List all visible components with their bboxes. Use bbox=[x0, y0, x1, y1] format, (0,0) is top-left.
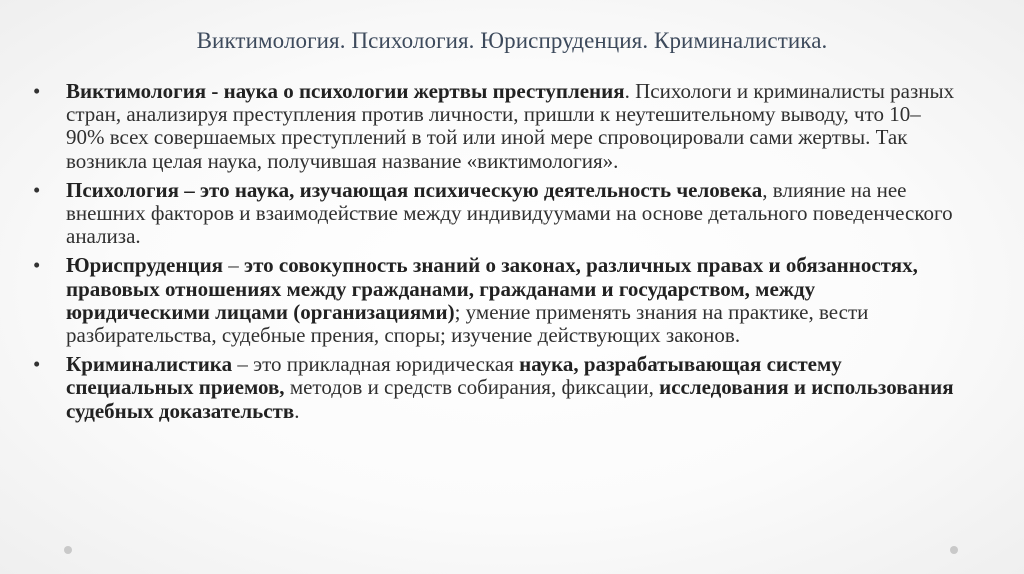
bullet-text: . bbox=[294, 398, 300, 423]
bullet-text: . Психологи и криминалисты разных стран, анализируя преступления против личности, пришли к неутешительному выводу, что 10–90% всех совершаемых преступлений в той или иной мере спровоцировали сами жертвы. Так возникла целая наука, получившая название «виктимология». bbox=[66, 79, 955, 173]
bullet-term: Психология – это наука, изучающая психическую деятельность человека bbox=[66, 177, 763, 202]
bullet-text: – это прикладная юридическая bbox=[232, 352, 520, 377]
bullet-list bbox=[33, 80, 958, 429]
bullet-text: , влияние на нее внешних факторов и взаимодействие между индивидуумами на основе детального поведенческого анализа. bbox=[66, 177, 953, 249]
bullet-criminalistics bbox=[33, 353, 958, 423]
corner-dot-right bbox=[950, 546, 958, 554]
bullet-term: Виктимология - наука о психологии жертвы преступления bbox=[66, 79, 625, 103]
slide-title: Виктимология. Психология. Юриспруденция. Криминалистика. bbox=[196, 28, 828, 53]
bullet-term: Криминалистика bbox=[66, 352, 233, 377]
bullet-text: методов и средств собирания, фиксации, bbox=[284, 375, 660, 400]
bullet-definition: это совокупность знаний о законах, различных правах и обязанностях, правовых отношениях между гражданами, гражданами и государством, между юридическими лицами (организациями) bbox=[66, 253, 918, 324]
corner-dot-left bbox=[64, 546, 72, 554]
bullet-text: – bbox=[223, 253, 245, 278]
bullet-text: ; умение применять знания на практике, вести разбирательства, судебные прения, споры; изучение действующих законов. bbox=[66, 299, 869, 348]
bullet-jurisprudence bbox=[33, 254, 958, 347]
bullet-definition: наука, разрабатывающая систему специальных приемов, bbox=[66, 352, 842, 400]
bullet-victimology bbox=[33, 80, 958, 173]
bullet-definition: исследования и использования судебных доказательств bbox=[66, 375, 954, 423]
bullet-psychology bbox=[33, 179, 958, 249]
bullet-term: Юриспруденция bbox=[66, 253, 224, 278]
